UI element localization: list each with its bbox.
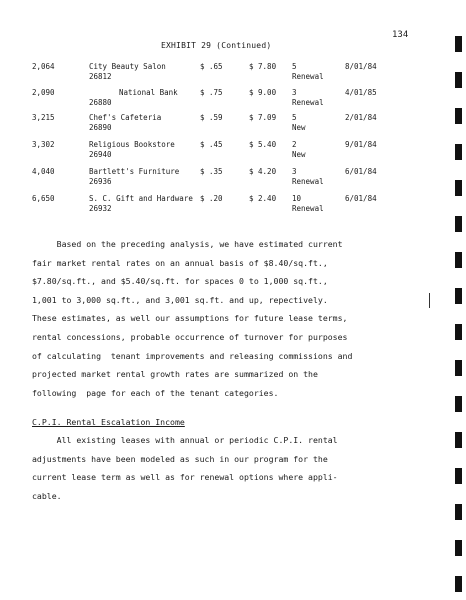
binding-hole xyxy=(455,252,462,268)
exhibit-title: EXHIBIT 29 (Continued) xyxy=(161,41,272,50)
section-heading: C.P.I. Rental Escalation Income xyxy=(32,417,185,427)
tenant-number: 26932 xyxy=(89,204,112,213)
market-rate: $ .59 xyxy=(200,113,223,122)
binding-hole xyxy=(455,468,462,484)
paragraph-line: $7.80/sq.ft., and $5.40/sq.ft. for spaces 0 to 1,000 sq.ft., xyxy=(32,276,328,287)
binding-hole xyxy=(455,36,462,52)
table-row xyxy=(0,140,466,170)
binding-hole xyxy=(455,72,462,88)
start-date: 2/01/84 xyxy=(345,113,377,122)
paragraph-line: projected market rental growth rates are summarized on the xyxy=(32,369,318,380)
paragraph-line: cable. xyxy=(32,490,62,501)
square-feet: 3,215 xyxy=(32,113,55,122)
tenant-name: Bartlett's Furniture xyxy=(89,167,180,176)
tenant-name: City Beauty Salon xyxy=(89,62,166,71)
binding-hole xyxy=(455,288,462,304)
tenant-number: 26812 xyxy=(89,72,112,81)
binding-hole xyxy=(455,324,462,340)
paragraph-line: of calculating tenant improvements and releasing commissions and xyxy=(32,350,353,361)
market-rate: $ .45 xyxy=(200,140,223,149)
square-feet: 2,090 xyxy=(32,88,55,97)
lease-term: 3 xyxy=(292,88,297,97)
binding-hole xyxy=(455,396,462,412)
lease-type: New xyxy=(292,123,306,132)
paragraph-line: All existing leases with annual or periodic C.P.I. rental xyxy=(32,435,338,445)
square-feet: 3,302 xyxy=(32,140,55,149)
annual-rent: $ 2.40 xyxy=(249,194,277,203)
binding-hole xyxy=(455,432,462,448)
table-row xyxy=(0,194,466,224)
page-number: 134 xyxy=(392,30,409,40)
square-feet: 4,040 xyxy=(32,167,55,176)
lease-type: Renewal xyxy=(292,204,324,213)
tenant-name: Religious Bookstore xyxy=(89,140,175,149)
tenant-name: Chef's Cafeteria xyxy=(89,113,162,122)
square-feet: 2,064 xyxy=(32,62,55,71)
lease-type: New xyxy=(292,150,306,159)
tenant-number: 26940 xyxy=(89,150,112,159)
market-rate: $ .75 xyxy=(200,88,223,97)
paragraph-line: 1,001 to 3,000 sq.ft., and 3,001 sq.ft. and up, repectively. xyxy=(32,294,328,305)
binding-hole xyxy=(455,108,462,124)
binding-hole xyxy=(455,576,462,592)
annual-rent: $ 9.00 xyxy=(249,88,277,97)
start-date: 8/01/84 xyxy=(345,62,377,71)
binding-hole xyxy=(455,504,462,520)
annual-rent: $ 5.40 xyxy=(249,140,277,149)
tenant-number: 26880 xyxy=(89,98,112,107)
start-date: 9/01/84 xyxy=(345,140,377,149)
paragraph-line: fair market rental rates on an annual basis of $8.40/sq.ft., xyxy=(32,257,328,268)
start-date: 6/01/84 xyxy=(345,194,377,203)
paragraph-line: rental concessions, probable occurrence of turnover for purposes xyxy=(32,331,348,342)
cpi-escalation-paragraph xyxy=(32,435,338,509)
tenant-name: S. C. Gift and Hardware xyxy=(89,194,193,203)
paragraph-line: Based on the preceding analysis, we have estimated current xyxy=(32,239,343,249)
paragraph-line: These estimates, as well our assumptions for future lease terms, xyxy=(32,313,348,324)
table-row xyxy=(0,167,466,197)
lease-term: 5 xyxy=(292,113,297,122)
start-date: 4/01/85 xyxy=(345,88,377,97)
annual-rent: $ 7.09 xyxy=(249,113,277,122)
lease-term: 10 xyxy=(292,194,302,203)
lease-term: 3 xyxy=(292,167,297,176)
binding-hole xyxy=(455,216,462,232)
lease-type: Renewal xyxy=(292,72,324,81)
paragraph-line: current lease term as well as for renewal options where appli- xyxy=(32,472,338,483)
market-rate: $ .20 xyxy=(200,194,223,203)
lease-term: 2 xyxy=(292,140,297,149)
tenant-number: 26890 xyxy=(89,123,112,132)
annual-rent: $ 7.80 xyxy=(249,62,277,71)
lease-term: 5 xyxy=(292,62,297,71)
paragraph-line: following page for each of the tenant categories. xyxy=(32,387,279,398)
stray-mark xyxy=(429,293,430,308)
tenant-number: 26936 xyxy=(89,177,112,186)
rental-rates-paragraph xyxy=(32,239,352,406)
binding-hole xyxy=(455,360,462,376)
binding-hole xyxy=(455,540,462,556)
tenant-name: National Bank xyxy=(119,88,178,97)
binding-hole xyxy=(455,144,462,160)
square-feet: 6,650 xyxy=(32,194,55,203)
binding-hole xyxy=(455,180,462,196)
market-rate: $ .35 xyxy=(200,167,223,176)
paragraph-line: adjustments have been modeled as such in our program for the xyxy=(32,453,328,464)
lease-type: Renewal xyxy=(292,177,324,186)
annual-rent: $ 4.20 xyxy=(249,167,277,176)
table-row xyxy=(0,113,466,143)
market-rate: $ .65 xyxy=(200,62,223,71)
start-date: 6/01/84 xyxy=(345,167,377,176)
lease-type: Renewal xyxy=(292,98,324,107)
